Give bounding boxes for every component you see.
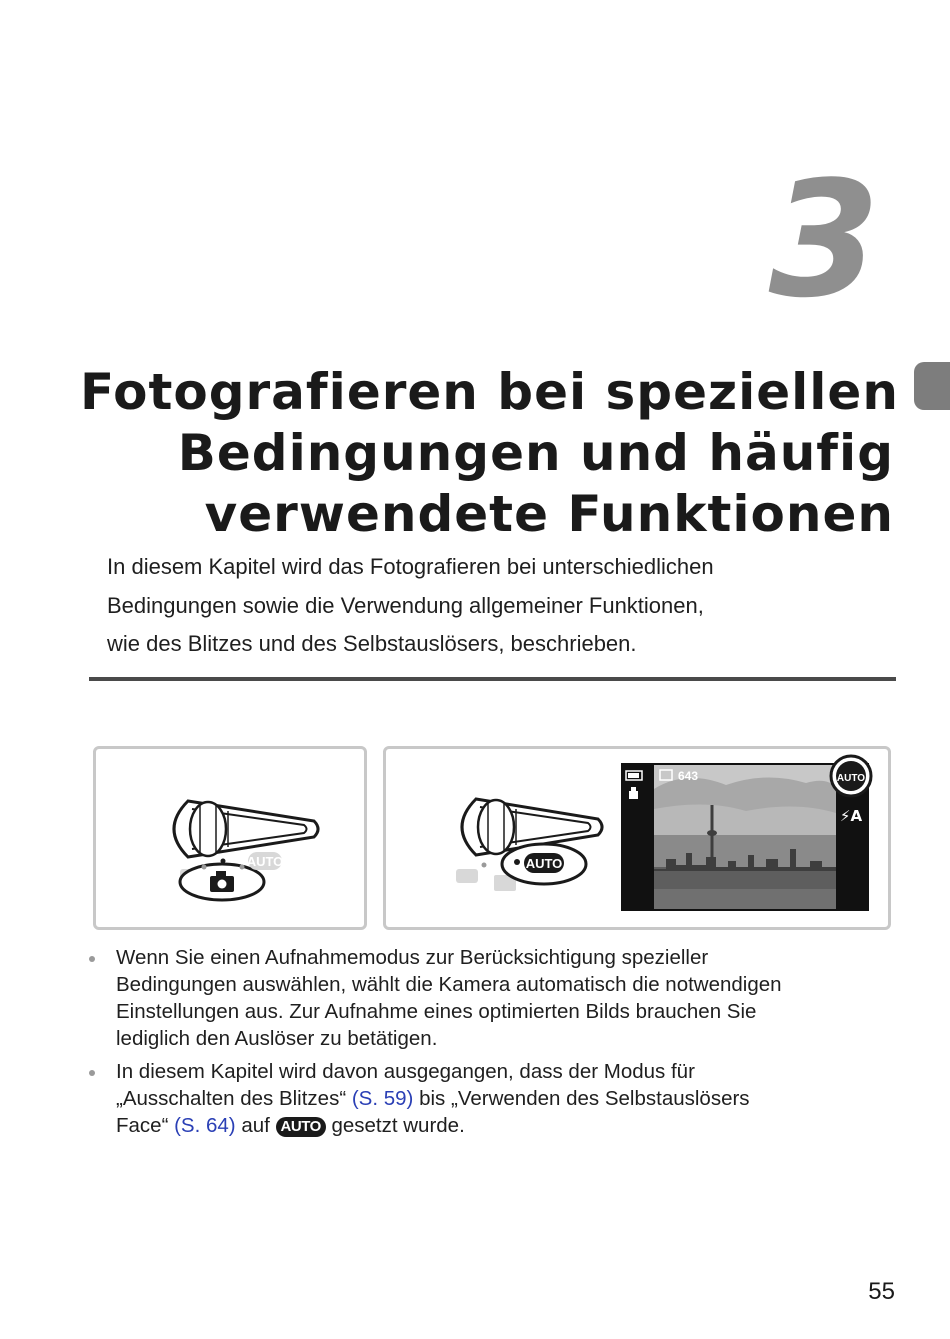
bullet-item [88, 1058, 908, 1139]
lcd-flash-icon: ⚡A [839, 807, 863, 825]
chapter-number: 3 [768, 146, 880, 333]
mode-switch-illustration [96, 749, 364, 927]
intro-line: wie des Blitzes und des Selbstauslösers, beschrieben. [107, 631, 637, 656]
bullet-text: auf [235, 1114, 276, 1137]
bullet-item [88, 944, 908, 1052]
auto-mode-illustration [386, 749, 888, 927]
bullet-text: bis „Verwenden des Selbstauslösers [413, 1087, 750, 1110]
chapter-title-line: Fotografieren bei speziellen [80, 363, 899, 421]
chapter-title-line: Bedingungen und häufig [177, 424, 894, 482]
page-ref-link-59[interactable]: (S. 59) [351, 1087, 414, 1110]
page-number: 55 [868, 1278, 895, 1305]
bullet-line: In diesem Kapitel wird davon ausgegangen, dass der Modus für [116, 1060, 695, 1083]
chapter-title [80, 362, 899, 545]
lcd-mode-badge: AUTO [836, 773, 866, 784]
figure-mode-dial-camera [93, 746, 367, 930]
intro-line: Bedingungen sowie die Verwendung allgemeiner Funktionen, [107, 592, 704, 618]
bullet-dot-icon [89, 956, 95, 962]
auto-mode-icon: AUTO [276, 1117, 326, 1137]
bullet-list [88, 944, 908, 1145]
dial-auto-label: AUTO [246, 854, 284, 869]
bullet-line [116, 1112, 908, 1139]
dial-auto-label: AUTO [525, 856, 563, 871]
section-divider [89, 677, 896, 681]
bullet-line: Einstellungen aus. Zur Aufnahme eines optimierten Bilds brauchen Sie [116, 1000, 757, 1023]
bullet-text: gesetzt wurde. [325, 1114, 465, 1137]
chapter-title-line: verwendete Funktionen [204, 485, 894, 543]
intro-text [107, 548, 887, 664]
intro-line: In diesem Kapitel wird das Fotografieren bei unterschiedlichen [107, 554, 714, 579]
page-ref-link-64[interactable]: (S. 64) [174, 1114, 236, 1137]
bullet-dot-icon [89, 1070, 95, 1076]
lcd-shot-count: 643 [678, 769, 699, 783]
chapter-side-tab [914, 362, 950, 410]
bullet-text: Face“ [116, 1114, 175, 1137]
bullet-line: Wenn Sie einen Aufnahmemodus zur Berücksichtigung spezieller [116, 946, 709, 969]
figure-auto-mode [383, 746, 891, 930]
bullet-line [116, 1085, 908, 1112]
bullet-line: lediglich den Auslöser zu betätigen. [116, 1027, 438, 1050]
bullet-text: „Ausschalten des Blitzes“ [116, 1087, 352, 1110]
bullet-line: Bedingungen auswählen, wählt die Kamera automatisch die notwendigen [116, 973, 782, 996]
